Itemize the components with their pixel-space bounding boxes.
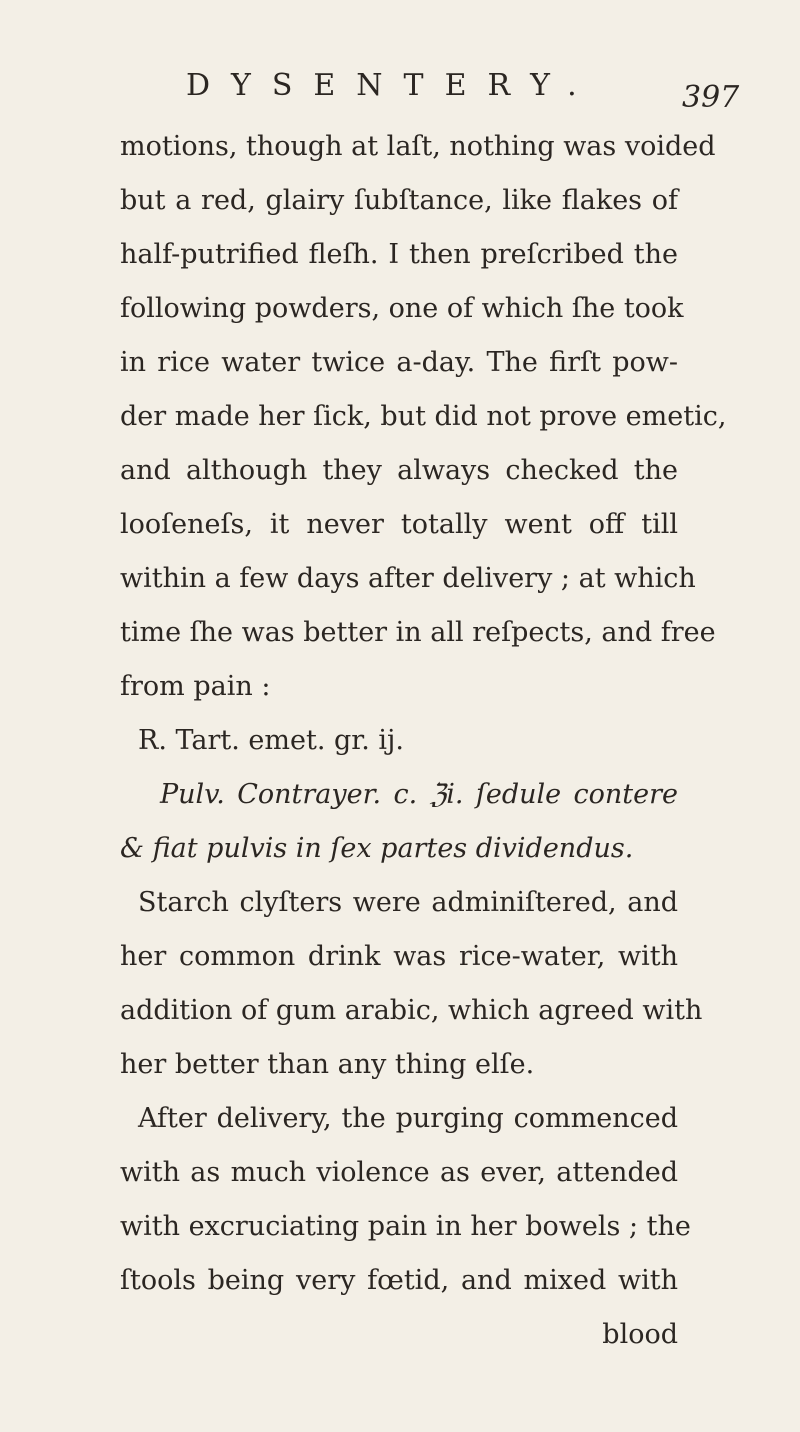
catchword: blood — [602, 1319, 678, 1350]
text-line: Starch clyſters were adminiſtered, and — [138, 887, 678, 918]
text-line: time ſhe was better in all reſpects, and free — [120, 617, 716, 648]
text-line: her better than any thing elſe. — [120, 1049, 535, 1080]
text-line: half-putrified fleſh. I then preſcribed the — [120, 239, 678, 270]
text-line: looſeneſs, it never totally went off till — [120, 509, 678, 540]
text-line: motions, though at laſt, nothing was voided — [120, 131, 716, 162]
text-line: in rice water twice a-day. The firſt pow- — [120, 347, 678, 378]
text-line: but a red, glairy ſubſtance, like flakes of — [120, 185, 678, 216]
body-text — [120, 120, 727, 1362]
text-line: ſtools being very fœtid, and mixed with — [120, 1265, 678, 1296]
running-head: DYSENTERY. — [186, 68, 598, 103]
text-line: After delivery, the purging commenced — [138, 1103, 678, 1134]
text-line: from pain : — [120, 671, 271, 702]
prescription-line: R. Tart. emet. gr. ij. — [138, 725, 404, 756]
prescription-line: Pulv. Contrayer. c. ℨi. ſedule contere — [160, 779, 678, 810]
text-line: with as much violence as ever, attended — [120, 1157, 678, 1188]
prescription-line: & fiat pulvis in ſex partes dividendus. — [120, 833, 634, 864]
text-line: within a few days after delivery ; at which — [120, 563, 696, 594]
text-line: and although they always checked the — [120, 455, 678, 486]
text-line: her common drink was rice-water, with — [120, 941, 678, 972]
page-number: 397 — [682, 80, 740, 115]
text-line: der made her ſick, but did not prove emetic, — [120, 401, 727, 432]
text-line: addition of gum arabic, which agreed with — [120, 995, 703, 1026]
text-line: with excruciating pain in her bowels ; the — [120, 1211, 691, 1242]
text-line: following powders, one of which ſhe took — [120, 293, 684, 324]
